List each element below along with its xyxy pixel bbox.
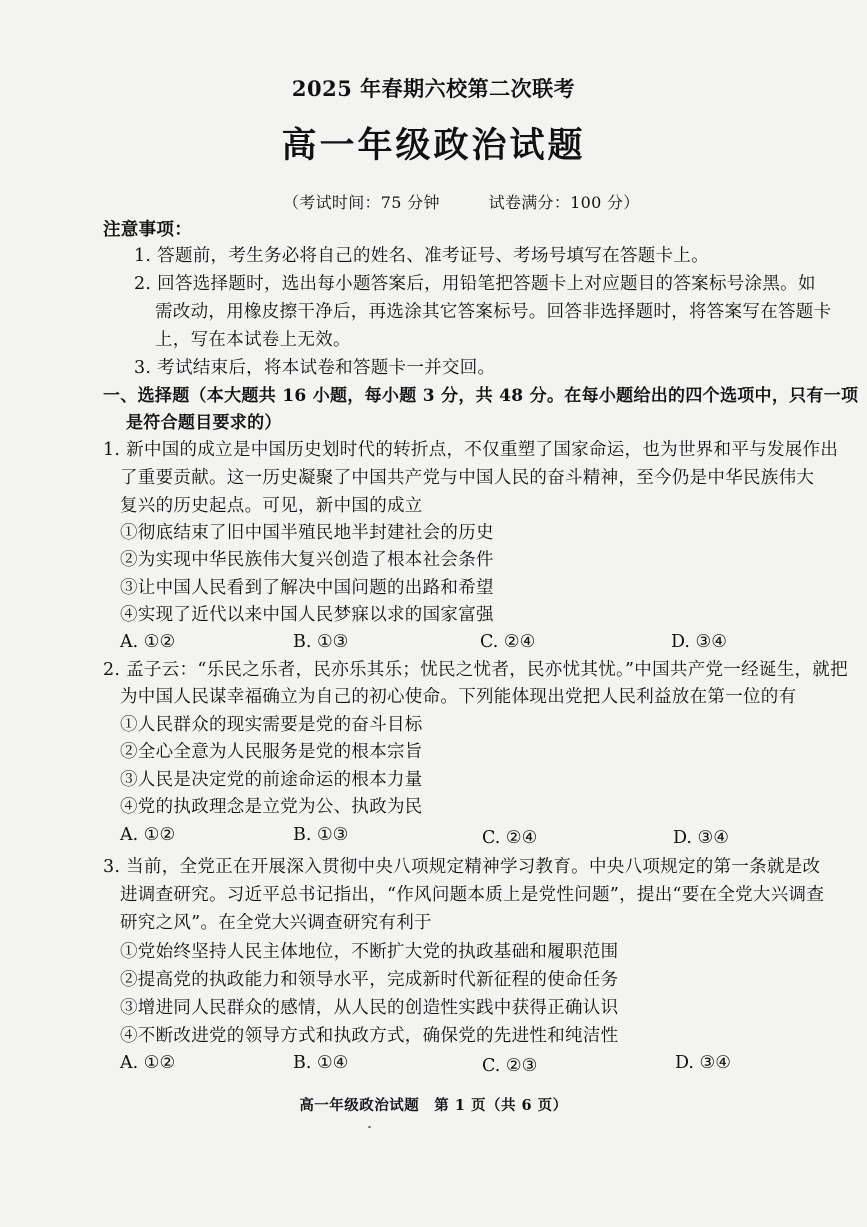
notice-line: 需改动，用橡皮擦干净后，再选涂其它答案标号。回答非选择题时，将答案写在答题卡 xyxy=(155,302,832,322)
option-a: A. ①② xyxy=(120,632,176,652)
option-a: A. ①② xyxy=(120,1053,176,1073)
page-title: 高一年级政治试题 xyxy=(281,125,586,166)
question-stem: 了重要贡献。这一历史凝聚了中国共产党与中国人民的奋斗精神，至今仍是中华民族伟大 xyxy=(120,468,815,488)
question-stem: 进调查研究。习近平总书记指出，“作风问题本质上是党性问题”，提出“要在全党大兴调查 xyxy=(120,885,825,905)
question-item: ②为实现中华民族伟大复兴创造了根本社会条件 xyxy=(120,550,494,570)
question-item: ③让中国人民看到了解决中国问题的出路和希望 xyxy=(120,578,494,598)
option-c: C. ②④ xyxy=(482,828,538,848)
option-d: D. ③④ xyxy=(671,632,727,652)
question-item: ③人民是决定党的前途命运的根本力量 xyxy=(120,770,423,790)
question-item: ①彻底结束了旧中国半殖民地半封建社会的历史 xyxy=(120,523,494,543)
option-c: C. ②③ xyxy=(482,1056,538,1076)
section-heading-cont: 是符合题目要求的） xyxy=(126,413,282,433)
question-stem: 3. 当前，全党正在开展深入贯彻中央八项规定精神学习教育。中央八项规定的第一条就是改 xyxy=(103,857,821,877)
notice-line: 3. 考试结束后，将本试卷和答题卡一并交回。 xyxy=(134,358,496,378)
question-item: ②全心全意为人民服务是党的根本宗旨 xyxy=(120,742,423,762)
option-a: A. ①② xyxy=(120,825,176,845)
notice-line: 2. 回答选择题时，选出每小题答案后，用铅笔把答题卡上对应题目的答案标号涂黑。如 xyxy=(134,274,816,294)
notice-line: 上，写在本试卷上无效。 xyxy=(155,330,351,350)
question-item: ④党的执政理念是立党为公、执政为民 xyxy=(120,797,423,817)
question-stem: 1. 新中国的成立是中国历史划时代的转折点，不仅重塑了国家命运，也为世界和平与发展作出 xyxy=(103,440,839,460)
question-stem: 复兴的历史起点。可见，新中国的成立 xyxy=(120,496,423,516)
question-item: ①人民群众的现实需要是党的奋斗目标 xyxy=(120,715,423,735)
section-heading: 一、选择题（本大题共 16 小题，每小题 3 分，共 48 分。在每小题给出的四个选项中，只有一项 xyxy=(103,386,859,406)
question-item: ②提高党的执政能力和领导水平，完成新时代新征程的使命任务 xyxy=(120,970,619,990)
question-item: ④实现了近代以来中国人民梦寐以求的国家富强 xyxy=(120,605,494,625)
question-item: ③增进同人民群众的感情，从人民的创造性实践中获得正确认识 xyxy=(120,998,619,1018)
notice-line: 1. 答题前，考生务必将自己的姓名、准考证号、考场号填写在答题卡上。 xyxy=(134,246,709,266)
option-d: D. ③④ xyxy=(675,1053,731,1073)
notice-heading: 注意事项： xyxy=(103,220,192,240)
option-d: D. ③④ xyxy=(673,828,729,848)
question-stem: 2. 孟子云：“乐民之乐者，民亦乐其乐；忧民之忧者，民亦忧其忧。”中国共产党一经诞生，就把 xyxy=(103,660,848,680)
page-footer: 高一年级政治试题 第 1 页（共 6 页） xyxy=(299,1097,568,1114)
question-item: ①党始终坚持人民主体地位，不断扩大党的执政基础和履职范围 xyxy=(120,942,619,962)
exam-name: 2025 年春期六校第二次联考 xyxy=(291,76,576,101)
question-stem: 研究之风”。在全党大兴调查研究有利于 xyxy=(120,913,432,933)
option-b: B. ①③ xyxy=(293,825,349,845)
option-b: B. ①③ xyxy=(293,632,349,652)
question-item: ④不断改进党的领导方式和执政方式，确保党的先进性和纯洁性 xyxy=(120,1026,619,1046)
scan-mark xyxy=(368,1126,371,1128)
option-b: B. ①④ xyxy=(293,1053,349,1073)
question-stem: 为中国人民谋幸福确立为自己的初心使命。下列能体现出党把人民利益放在第一位的有 xyxy=(120,687,797,707)
option-c: C. ②④ xyxy=(480,632,536,652)
exam-info: （考试时间：75 分钟 试卷满分：100 分） xyxy=(283,193,640,212)
